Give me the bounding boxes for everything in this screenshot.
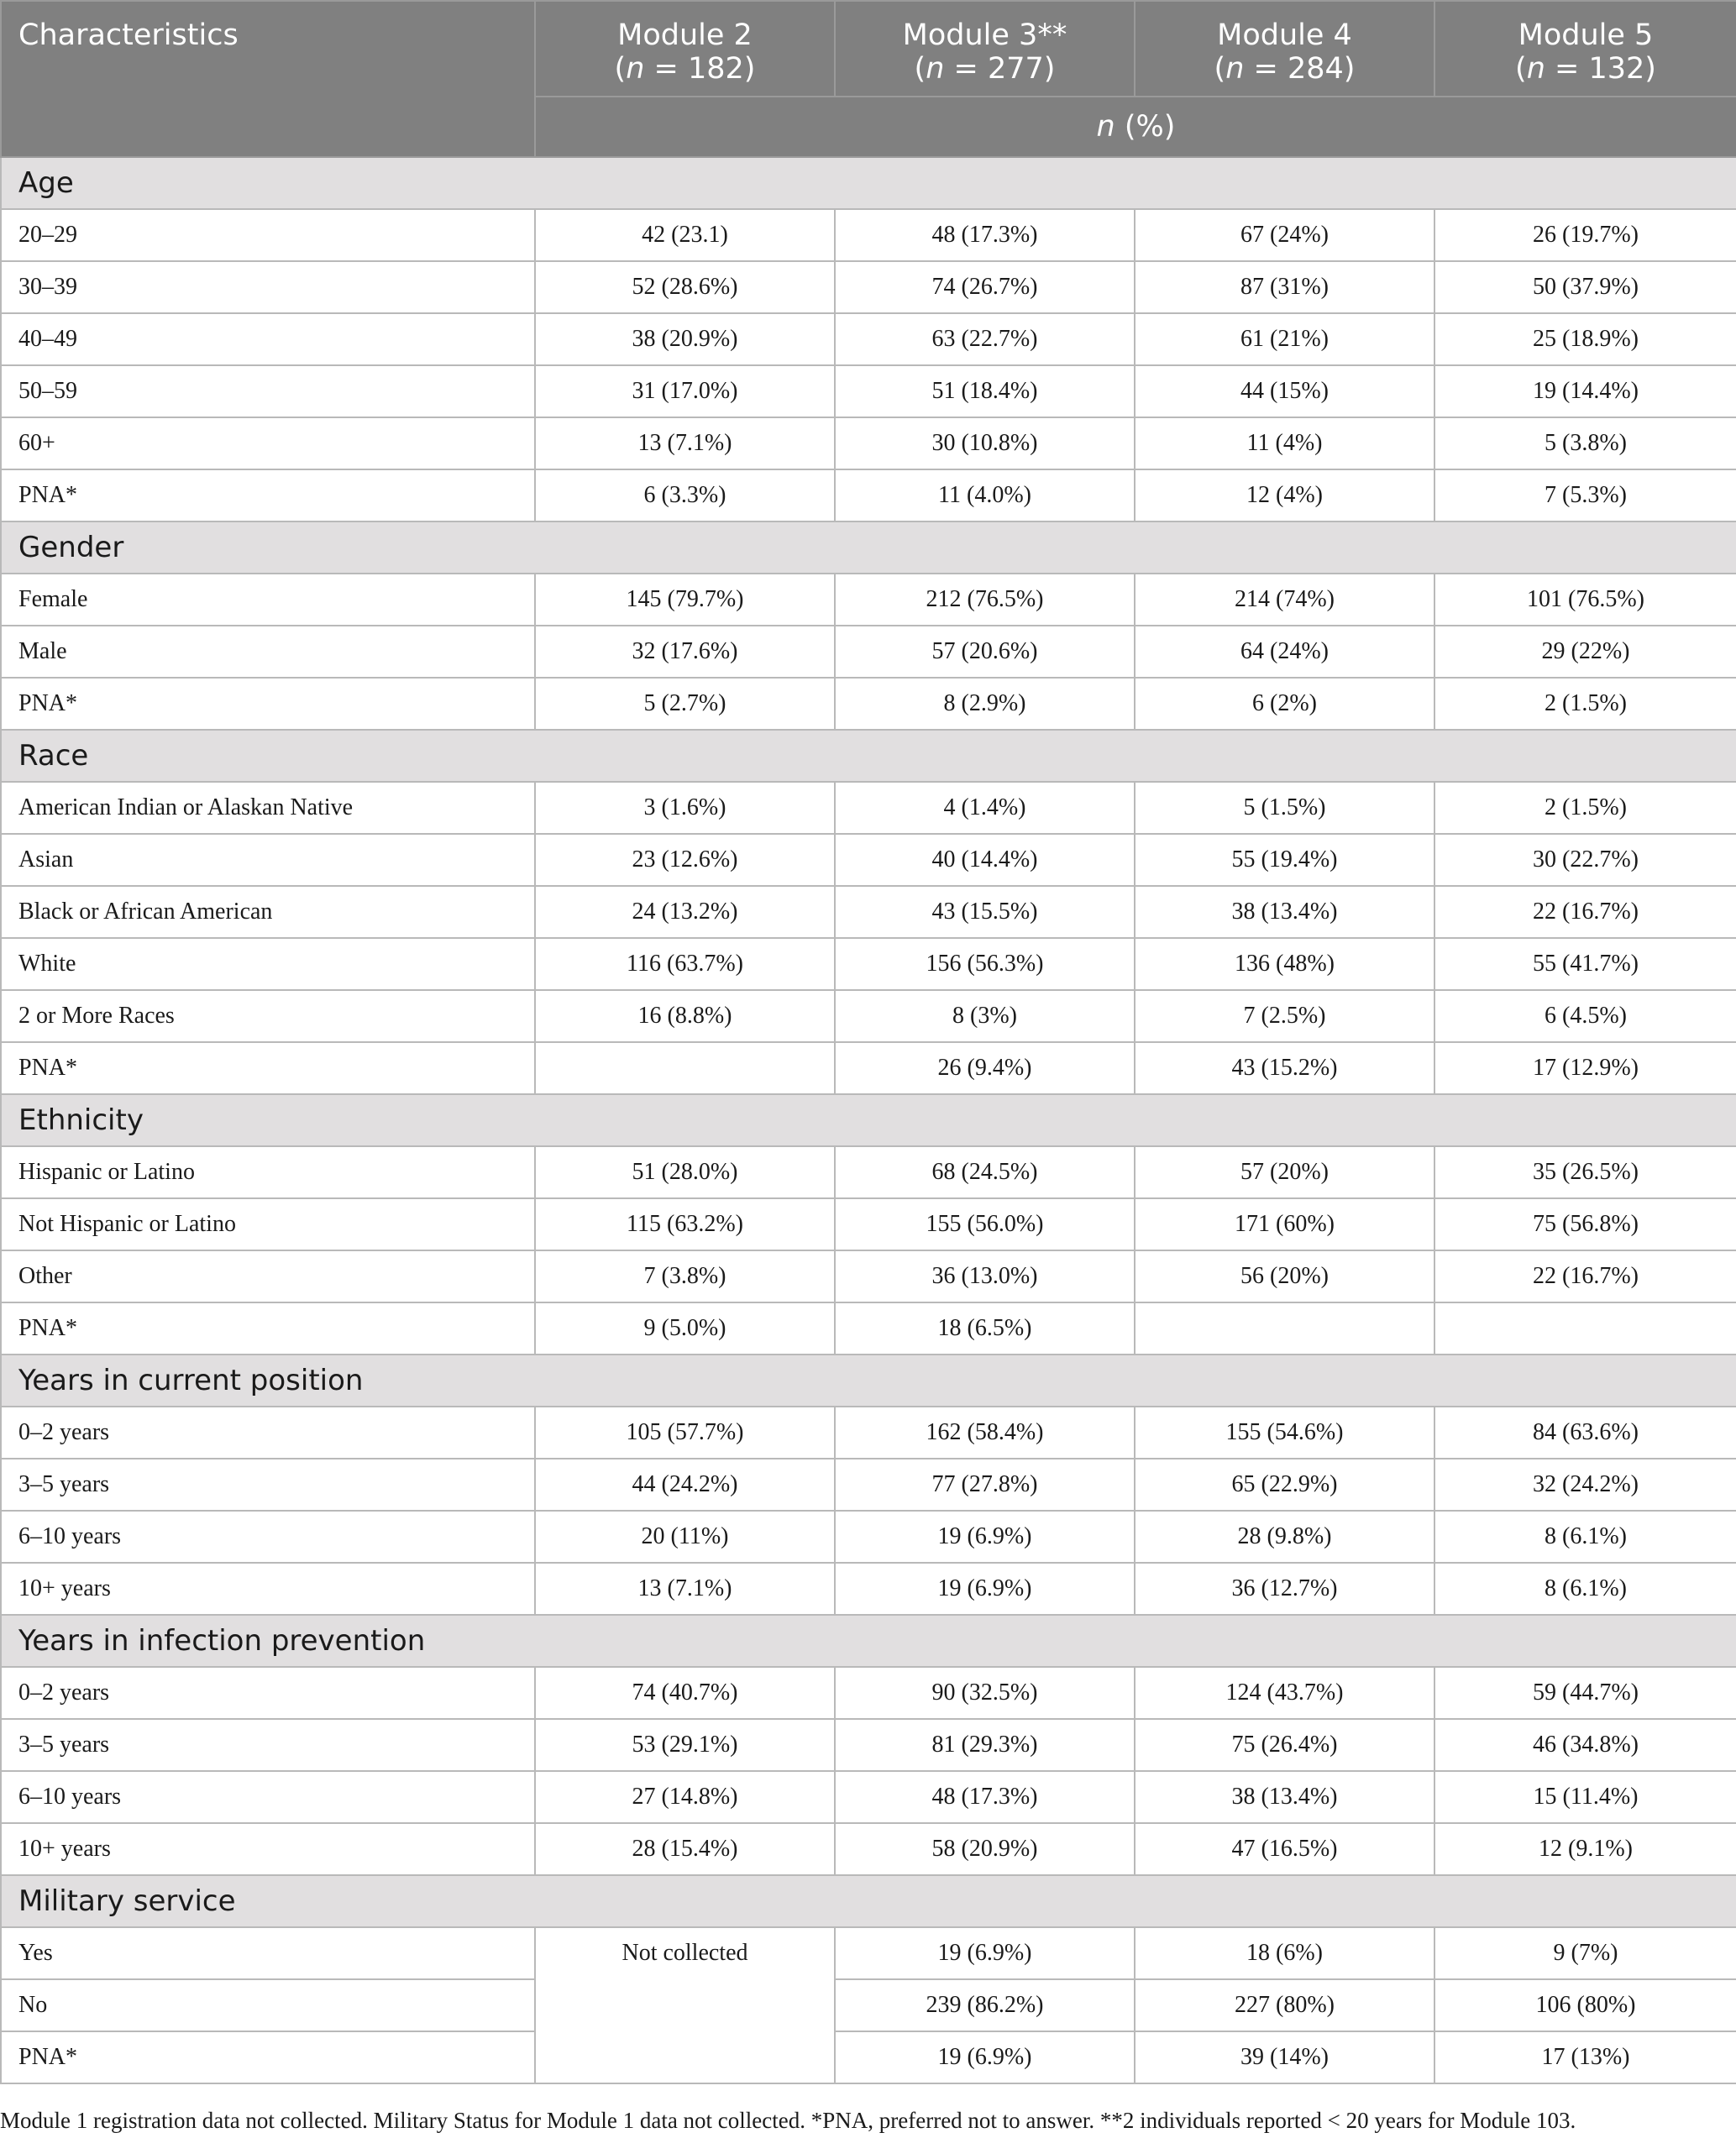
cell-value: 81 (29.3%) xyxy=(835,1719,1135,1771)
cell-value: 65 (22.9%) xyxy=(1135,1459,1434,1511)
table-row xyxy=(1,678,1736,730)
row-label: 20–29 xyxy=(1,209,535,261)
cell-value: 11 (4%) xyxy=(1135,417,1434,469)
n-count: = 132) xyxy=(1545,52,1656,86)
header-module-2: Module 2 (n = 182) xyxy=(535,1,835,97)
table-row xyxy=(1,417,1736,469)
table-row xyxy=(1,1927,1736,1979)
section-header-row xyxy=(1,1875,1736,1927)
not-collected-cell: Not collected xyxy=(535,1927,835,2083)
section-title: Years in current position xyxy=(1,1355,1736,1407)
cell-value: 48 (17.3%) xyxy=(835,209,1135,261)
cell-value: 5 (2.7%) xyxy=(535,678,835,730)
cell-value xyxy=(1135,1302,1434,1355)
cell-value: 30 (22.7%) xyxy=(1434,834,1736,886)
table-row xyxy=(1,2031,1736,2083)
cell-value: 53 (29.1%) xyxy=(535,1719,835,1771)
cell-value: 43 (15.2%) xyxy=(1135,1042,1434,1094)
table-row xyxy=(1,938,1736,990)
n-label: n xyxy=(626,52,645,86)
cell-value: 63 (22.7%) xyxy=(835,313,1135,365)
cell-value: 57 (20.6%) xyxy=(835,626,1135,678)
cell-value: 19 (6.9%) xyxy=(835,1927,1135,1979)
cell-value: 19 (6.9%) xyxy=(835,1511,1135,1563)
n-count: = 182) xyxy=(644,52,756,86)
cell-value xyxy=(1434,1302,1736,1355)
row-label: 40–49 xyxy=(1,313,535,365)
cell-value: 68 (24.5%) xyxy=(835,1146,1135,1198)
cell-value: 156 (56.3%) xyxy=(835,938,1135,990)
table-row xyxy=(1,469,1736,521)
n-count: = 284) xyxy=(1244,52,1356,86)
row-label: Female xyxy=(1,574,535,626)
cell-value: 28 (15.4%) xyxy=(535,1823,835,1875)
cell-value: 74 (40.7%) xyxy=(535,1667,835,1719)
cell-value: 28 (9.8%) xyxy=(1135,1511,1434,1563)
cell-value: 15 (11.4%) xyxy=(1434,1771,1736,1823)
cell-value: 3 (1.6%) xyxy=(535,782,835,834)
row-label: 6–10 years xyxy=(1,1771,535,1823)
cell-value: 212 (76.5%) xyxy=(835,574,1135,626)
table-body xyxy=(1,157,1736,2083)
row-label: 2 or More Races xyxy=(1,990,535,1042)
cell-value: 18 (6%) xyxy=(1135,1927,1434,1979)
cell-value: 57 (20%) xyxy=(1135,1146,1434,1198)
cell-value: 30 (10.8%) xyxy=(835,417,1135,469)
table-row xyxy=(1,574,1736,626)
n-count: = 277) xyxy=(944,52,1056,86)
cell-value: 2 (1.5%) xyxy=(1434,782,1736,834)
cell-value: 124 (43.7%) xyxy=(1135,1667,1434,1719)
cell-value: 75 (26.4%) xyxy=(1135,1719,1434,1771)
table-row xyxy=(1,1719,1736,1771)
cell-value: 74 (26.7%) xyxy=(835,261,1135,313)
cell-value: 40 (14.4%) xyxy=(835,834,1135,886)
section-header-row xyxy=(1,730,1736,782)
cell-value: 12 (4%) xyxy=(1135,469,1434,521)
table-row xyxy=(1,886,1736,938)
cell-value: 12 (9.1%) xyxy=(1434,1823,1736,1875)
cell-value: 155 (54.6%) xyxy=(1135,1407,1434,1459)
cell-value: 48 (17.3%) xyxy=(835,1771,1135,1823)
table-row xyxy=(1,1823,1736,1875)
cell-value: 87 (31%) xyxy=(1135,261,1434,313)
cell-value: 19 (14.4%) xyxy=(1434,365,1736,417)
table-row xyxy=(1,1198,1736,1250)
section-title: Ethnicity xyxy=(1,1094,1736,1146)
module-name: Module 5 xyxy=(1518,18,1654,52)
cell-value: 13 (7.1%) xyxy=(535,417,835,469)
n-label: n xyxy=(1225,52,1245,86)
cell-value: 44 (15%) xyxy=(1135,365,1434,417)
row-label: 6–10 years xyxy=(1,1511,535,1563)
section-header-row xyxy=(1,157,1736,209)
cell-value: 6 (4.5%) xyxy=(1434,990,1736,1042)
percent-label: (%) xyxy=(1115,110,1176,144)
n-label: n xyxy=(1096,110,1115,144)
cell-value: 22 (16.7%) xyxy=(1434,886,1736,938)
section-title: Military service xyxy=(1,1875,1736,1927)
table-row xyxy=(1,1146,1736,1198)
cell-value: 32 (24.2%) xyxy=(1434,1459,1736,1511)
cell-value: 8 (2.9%) xyxy=(835,678,1135,730)
cell-value: 9 (7%) xyxy=(1434,1927,1736,1979)
cell-value: 58 (20.9%) xyxy=(835,1823,1135,1875)
cell-value: 39 (14%) xyxy=(1135,2031,1434,2083)
cell-value: 7 (2.5%) xyxy=(1135,990,1434,1042)
section-title: Gender xyxy=(1,521,1736,574)
cell-value: 36 (13.0%) xyxy=(835,1250,1135,1302)
table-row xyxy=(1,1250,1736,1302)
table-row xyxy=(1,1511,1736,1563)
header-module-4: Module 4 (n = 284) xyxy=(1135,1,1434,97)
cell-value: 17 (12.9%) xyxy=(1434,1042,1736,1094)
table-row xyxy=(1,1979,1736,2031)
cell-value: 55 (41.7%) xyxy=(1434,938,1736,990)
table-row xyxy=(1,1563,1736,1615)
table-row xyxy=(1,990,1736,1042)
row-label: 60+ xyxy=(1,417,535,469)
cell-value: 29 (22%) xyxy=(1434,626,1736,678)
cell-value: 24 (13.2%) xyxy=(535,886,835,938)
table-row xyxy=(1,1459,1736,1511)
cell-value: 214 (74%) xyxy=(1135,574,1434,626)
row-label: PNA* xyxy=(1,1042,535,1094)
cell-value: 19 (6.9%) xyxy=(835,2031,1135,2083)
row-label: Male xyxy=(1,626,535,678)
cell-value: 59 (44.7%) xyxy=(1434,1667,1736,1719)
table-row xyxy=(1,782,1736,834)
cell-value: 75 (56.8%) xyxy=(1434,1198,1736,1250)
cell-value: 171 (60%) xyxy=(1135,1198,1434,1250)
cell-value: 52 (28.6%) xyxy=(535,261,835,313)
cell-value: 2 (1.5%) xyxy=(1434,678,1736,730)
row-label: 10+ years xyxy=(1,1563,535,1615)
cell-value: 8 (3%) xyxy=(835,990,1135,1042)
cell-value: 7 (3.8%) xyxy=(535,1250,835,1302)
cell-value: 19 (6.9%) xyxy=(835,1563,1135,1615)
cell-value: 46 (34.8%) xyxy=(1434,1719,1736,1771)
cell-value: 5 (3.8%) xyxy=(1434,417,1736,469)
cell-value: 22 (16.7%) xyxy=(1434,1250,1736,1302)
cell-value: 42 (23.1) xyxy=(535,209,835,261)
cell-value: 155 (56.0%) xyxy=(835,1198,1135,1250)
cell-value: 8 (6.1%) xyxy=(1434,1511,1736,1563)
header-characteristics: Characteristics xyxy=(1,1,535,157)
module-name: Module 4 xyxy=(1217,18,1352,52)
cell-value: 27 (14.8%) xyxy=(535,1771,835,1823)
table-row xyxy=(1,834,1736,886)
section-header-row xyxy=(1,1355,1736,1407)
cell-value: 8 (6.1%) xyxy=(1434,1563,1736,1615)
cell-value: 50 (37.9%) xyxy=(1434,261,1736,313)
section-header-row xyxy=(1,1094,1736,1146)
cell-value: 5 (1.5%) xyxy=(1135,782,1434,834)
cell-value: 26 (9.4%) xyxy=(835,1042,1135,1094)
cell-value: 25 (18.9%) xyxy=(1434,313,1736,365)
cell-value: 16 (8.8%) xyxy=(535,990,835,1042)
table-row xyxy=(1,1667,1736,1719)
row-label: Other xyxy=(1,1250,535,1302)
cell-value: 56 (20%) xyxy=(1135,1250,1434,1302)
cell-value: 55 (19.4%) xyxy=(1135,834,1434,886)
cell-value: 105 (57.7%) xyxy=(535,1407,835,1459)
module-name: Module 3** xyxy=(902,18,1067,52)
cell-value: 6 (2%) xyxy=(1135,678,1434,730)
cell-value: 9 (5.0%) xyxy=(535,1302,835,1355)
cell-value: 26 (19.7%) xyxy=(1434,209,1736,261)
row-label: 50–59 xyxy=(1,365,535,417)
table-row xyxy=(1,1771,1736,1823)
header-module-5: Module 5 (n = 132) xyxy=(1434,1,1736,97)
row-label: 3–5 years xyxy=(1,1459,535,1511)
row-label: PNA* xyxy=(1,2031,535,2083)
table-row xyxy=(1,1302,1736,1355)
cell-value: 106 (80%) xyxy=(1434,1979,1736,2031)
cell-value: 7 (5.3%) xyxy=(1434,469,1736,521)
row-label: 30–39 xyxy=(1,261,535,313)
cell-value: 43 (15.5%) xyxy=(835,886,1135,938)
cell-value: 101 (76.5%) xyxy=(1434,574,1736,626)
cell-value: 67 (24%) xyxy=(1135,209,1434,261)
section-header-row xyxy=(1,1615,1736,1667)
row-label: 10+ years xyxy=(1,1823,535,1875)
header-module-3: Module 3** (n = 277) xyxy=(835,1,1135,97)
row-label: Yes xyxy=(1,1927,535,1979)
cell-value: 38 (20.9%) xyxy=(535,313,835,365)
cell-value: 115 (63.2%) xyxy=(535,1198,835,1250)
cell-value: 18 (6.5%) xyxy=(835,1302,1135,1355)
section-header-row xyxy=(1,521,1736,574)
n-label: n xyxy=(1526,52,1545,86)
cell-value: 38 (13.4%) xyxy=(1135,886,1434,938)
table-row xyxy=(1,1042,1736,1094)
row-label: PNA* xyxy=(1,469,535,521)
row-label: No xyxy=(1,1979,535,2031)
cell-value: 47 (16.5%) xyxy=(1135,1823,1434,1875)
cell-value: 77 (27.8%) xyxy=(835,1459,1135,1511)
cell-value: 61 (21%) xyxy=(1135,313,1434,365)
cell-value: 44 (24.2%) xyxy=(535,1459,835,1511)
row-label: Hispanic or Latino xyxy=(1,1146,535,1198)
cell-value: 23 (12.6%) xyxy=(535,834,835,886)
cell-value: 38 (13.4%) xyxy=(1135,1771,1434,1823)
table-row xyxy=(1,313,1736,365)
cell-value: 145 (79.7%) xyxy=(535,574,835,626)
section-title: Years in infection prevention xyxy=(1,1615,1736,1667)
section-title: Race xyxy=(1,730,1736,782)
cell-value: 35 (26.5%) xyxy=(1434,1146,1736,1198)
n-label: n xyxy=(926,52,945,86)
row-label: PNA* xyxy=(1,678,535,730)
cell-value: 6 (3.3%) xyxy=(535,469,835,521)
cell-value: 51 (18.4%) xyxy=(835,365,1135,417)
cell-value: 162 (58.4%) xyxy=(835,1407,1135,1459)
cell-value: 51 (28.0%) xyxy=(535,1146,835,1198)
row-label: Black or African American xyxy=(1,886,535,938)
cell-value: 84 (63.6%) xyxy=(1434,1407,1736,1459)
cell-value: 17 (13%) xyxy=(1434,2031,1736,2083)
cell-value: 136 (48%) xyxy=(1135,938,1434,990)
table-row xyxy=(1,1407,1736,1459)
cell-value xyxy=(535,1042,835,1094)
cell-value: 64 (24%) xyxy=(1135,626,1434,678)
cell-value: 11 (4.0%) xyxy=(835,469,1135,521)
table-row xyxy=(1,261,1736,313)
cell-value: 31 (17.0%) xyxy=(535,365,835,417)
cell-value: 13 (7.1%) xyxy=(535,1563,835,1615)
cell-value: 116 (63.7%) xyxy=(535,938,835,990)
row-label: 3–5 years xyxy=(1,1719,535,1771)
cell-value: 20 (11%) xyxy=(535,1511,835,1563)
row-label: 0–2 years xyxy=(1,1667,535,1719)
table-row xyxy=(1,209,1736,261)
cell-value: 90 (32.5%) xyxy=(835,1667,1135,1719)
row-label: Asian xyxy=(1,834,535,886)
cell-value: 36 (12.7%) xyxy=(1135,1563,1434,1615)
header-n-percent xyxy=(535,97,1736,157)
section-title: Age xyxy=(1,157,1736,209)
cell-value: 4 (1.4%) xyxy=(835,782,1135,834)
table-row xyxy=(1,626,1736,678)
row-label: American Indian or Alaskan Native xyxy=(1,782,535,834)
row-label: PNA* xyxy=(1,1302,535,1355)
module-name: Module 2 xyxy=(617,18,753,52)
cell-value: 227 (80%) xyxy=(1135,1979,1434,2031)
table-row xyxy=(1,365,1736,417)
cell-value: 239 (86.2%) xyxy=(835,1979,1135,2031)
cell-value: 32 (17.6%) xyxy=(535,626,835,678)
row-label: Not Hispanic or Latino xyxy=(1,1198,535,1250)
row-label: White xyxy=(1,938,535,990)
row-label: 0–2 years xyxy=(1,1407,535,1459)
table-footnote: Module 1 registration data not collected. Military Status for Module 1 data not collected. *PNA, preferred not to answer. **2 individuals reported < 20 years for Module 103. xyxy=(0,2108,1576,2133)
